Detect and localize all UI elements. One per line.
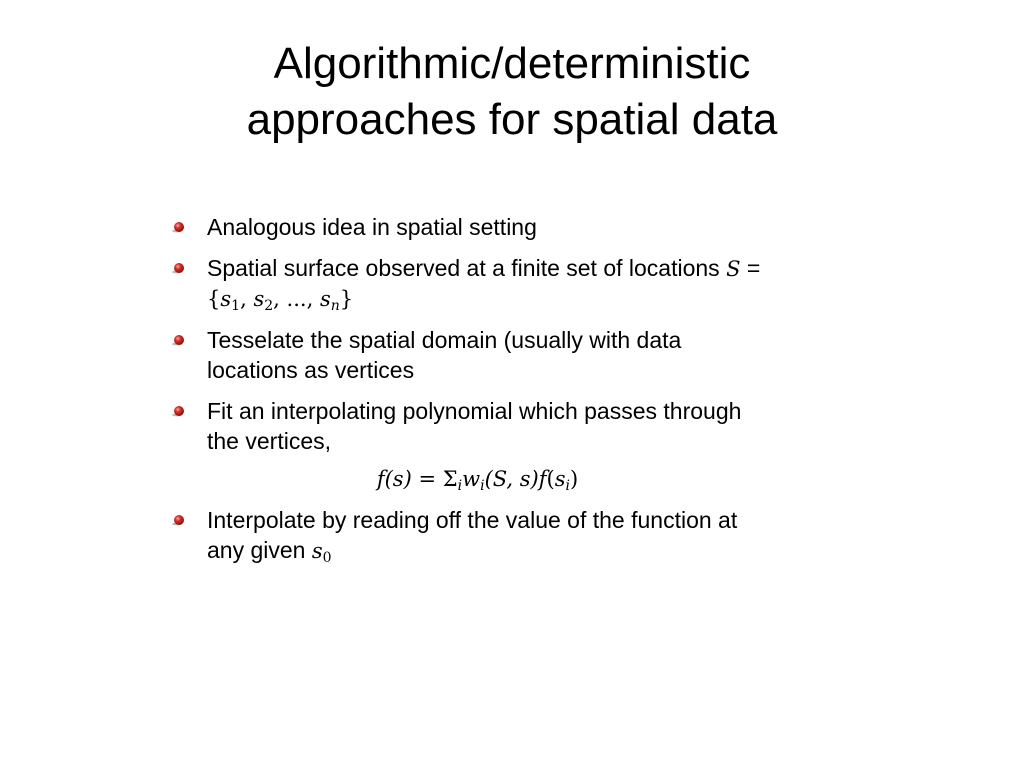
red-sphere-bullet-icon <box>171 262 187 274</box>
red-sphere-bullet-icon <box>171 405 187 417</box>
red-sphere-bullet-icon <box>171 514 187 526</box>
bullet-line <box>207 253 868 284</box>
title-line-2: approaches for spatial data <box>246 95 778 144</box>
equals-sign: = <box>746 255 761 281</box>
bullet-line: the vertices, <box>207 428 331 454</box>
point-variable: $s_0$ <box>311 539 332 566</box>
locations-set: {$s_1$, $s_2$, ..., $s_n$} <box>207 287 354 314</box>
bullet-line: Fit an interpolating polynomial which passes through <box>207 398 742 424</box>
bullet-item <box>168 396 868 494</box>
locations-symbol: S <box>726 257 741 281</box>
bullet-line: Interpolate by reading off the value of the function at <box>207 507 738 533</box>
interpolation-equation: $f(s) = \Sigma_iw_i(S$, $s)f(s_i)$ <box>376 467 579 494</box>
slide-title <box>0 36 1024 148</box>
bullet-item <box>168 253 868 314</box>
bullet-item <box>168 505 868 566</box>
bullet-list <box>168 212 868 577</box>
red-sphere-bullet-icon <box>171 334 187 346</box>
bullet-text: Analogous idea in spatial setting <box>207 214 537 240</box>
bullet-text: Spatial surface observed at a finite set of locations <box>207 255 720 281</box>
red-sphere-bullet-icon <box>171 221 187 233</box>
bullet-line: any given $s_0$ <box>207 537 332 566</box>
bullet-line: locations as vertices <box>207 357 415 383</box>
bullet-item <box>168 325 868 385</box>
bullet-item <box>168 212 868 242</box>
title-line-1: Algorithmic/deterministic <box>273 39 751 88</box>
bullet-line: Tesselate the spatial domain (usually with data <box>207 327 682 353</box>
